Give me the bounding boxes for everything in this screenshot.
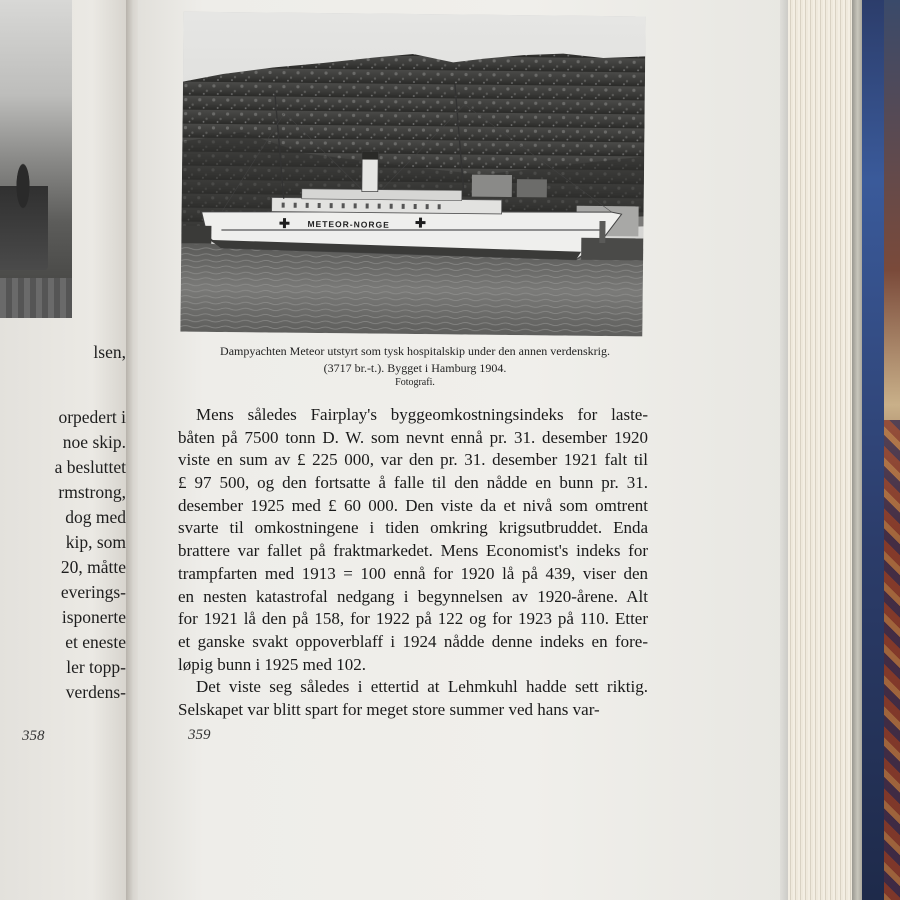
- body-line: en nesten katastrofal nedgang i begynnelsen av 1920-årene. Alt: [178, 586, 648, 606]
- body-line: Det viste seg således i ettertid at Lehmkuhl hadde sett riktig.: [196, 677, 648, 697]
- left-page-line: dog med: [65, 507, 126, 527]
- page-edges: [788, 0, 854, 900]
- left-page-line: kip, som: [65, 532, 126, 552]
- left-page-line: lsen,: [93, 342, 126, 362]
- body-line: løpig bunn i 1925 med 102.: [178, 654, 366, 674]
- ship-photograph: [180, 12, 645, 337]
- body-line: svarte til omkostningene i tiden omkring krigsutbruddet. Enda: [178, 518, 648, 538]
- body-line: £ 97 500, og den fortsatte å falle til den nådde en bunn pr. 31.: [178, 473, 648, 493]
- body-line: Mens således Fairplay's byggeomkostningsindeks for laste-: [196, 405, 648, 424]
- left-page-line: 20, måtte: [60, 557, 126, 577]
- left-page-line: ler topp-: [66, 657, 126, 677]
- left-page-line: noe skip.: [62, 432, 126, 452]
- left-page-line: isponerte: [61, 607, 126, 627]
- body-line: båten på 7500 tonn D. W. som nevnt ennå pr. 31. desember 1920: [178, 427, 648, 447]
- caption-line-2: (3717 br.-t.). Bygget i Hamburg 1904.: [323, 361, 507, 375]
- left-page-line: et eneste: [65, 632, 126, 652]
- body-line: brattere var fallet på fraktmarkedet. Mens Economist's indeks for: [178, 541, 648, 561]
- book-cover-blue: [862, 0, 884, 900]
- ship-deck: [0, 278, 72, 318]
- left-page-line: a besluttet: [54, 457, 126, 477]
- left-page-number: 358: [22, 728, 45, 744]
- caption-source: Fotografi.: [395, 377, 435, 388]
- person-figure: [0, 150, 48, 270]
- left-page-line: orpedert i: [58, 407, 126, 427]
- left-page-line: everings-: [60, 582, 126, 602]
- body-line: trampfarten med 1913 = 100 ennå for 1920 lå på 439, viser den: [178, 563, 648, 583]
- body-line: Selskapet var blitt spart for meget store summer ved hans var-: [178, 699, 600, 719]
- left-page-line: rmstrong,: [58, 482, 126, 502]
- right-page-number: 359: [188, 727, 211, 743]
- left-page-line: verdens-: [65, 682, 126, 702]
- body-line: viste en sum av £ 225 000, var den pr. 31. desember 1921 falt til: [178, 450, 648, 470]
- body-text: [178, 404, 648, 722]
- body-line: for 1921 lå den på 158, for 1922 på 122 og for 1923 på 110. Etter: [178, 609, 648, 629]
- caption-line-1: Dampyachten Meteor utstyrt som tysk hospitalskip under den annen verdenskrig.: [220, 344, 610, 358]
- left-page-photo: [0, 0, 72, 318]
- hull-lettering: METEOR-NORGE: [307, 218, 390, 230]
- left-page: [0, 0, 132, 900]
- body-line: et ganske svakt oppoverblaff i 1924 nådde denne indeks en fore-: [178, 631, 648, 651]
- body-line: desember 1925 med £ 60 000. Den viste da et nivå som omtrent: [178, 495, 648, 515]
